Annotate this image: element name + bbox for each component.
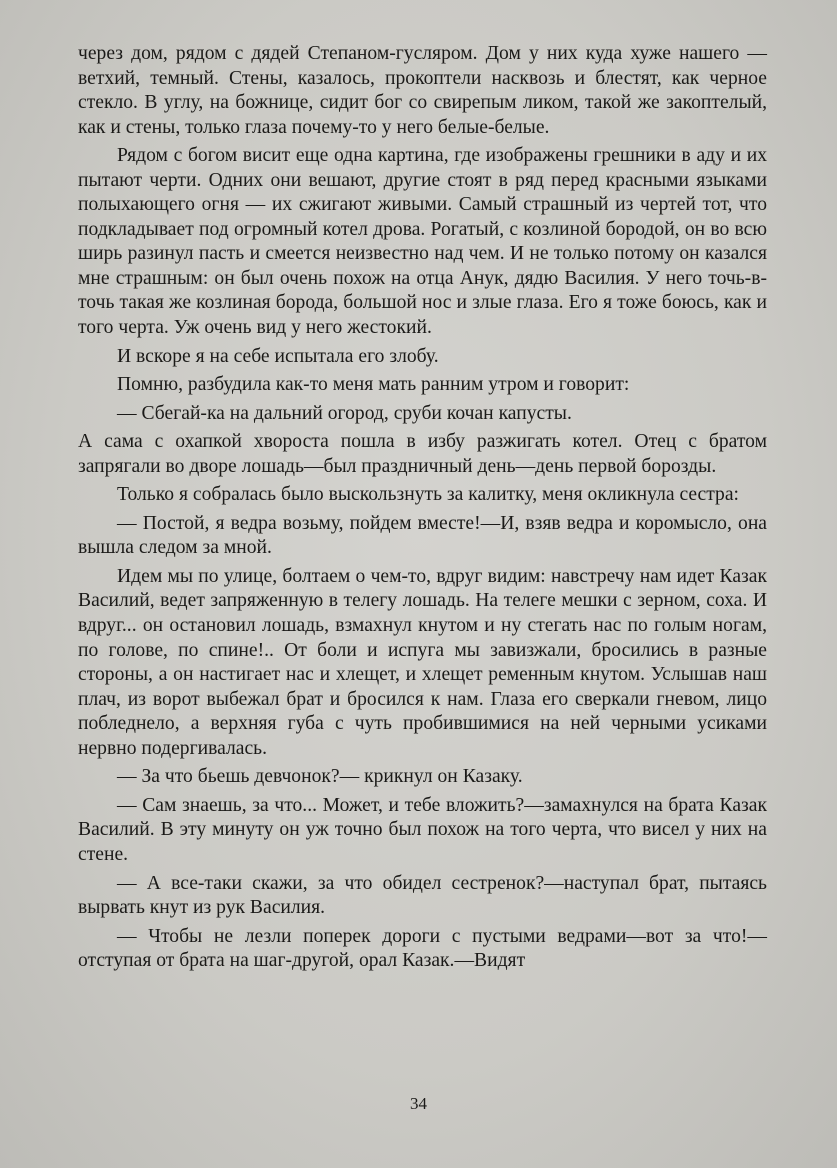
paragraph: Только я собралась было выскользнуть за калитку, меня окликнула сестра: bbox=[117, 484, 739, 506]
paragraph: — А все-таки скажи, за что обидел сестренок?—наступал брат, пытаясь вырвать кнут из рук Василия. bbox=[78, 872, 767, 919]
paragraph: И вскоре я на себе испытала его злобу. bbox=[117, 345, 439, 367]
paragraph: через дом, рядом с дядей Степаном-гусляром. Дом у них куда хуже нашего — ветхий, темный. Стены, казалось, прокоптели насквозь и блестят, как черное стекло. В углу, на божнице, сидит бог со свирепым ликом, такой же закоптелый, как и стены, только глаза почему-то у него белые-белые. bbox=[78, 43, 767, 138]
paragraph: Идем мы по улице, болтаем о чем-то, вдруг видим: навстречу нам идет Казак Василий, ведет запряженную в телегу лошадь. На телеге мешки с зерном, соха. И вдруг... он остановил лошадь, взмахнул кнутом и ну стегать нас по голым ногам, по голове, по спине!.. От боли и испуга мы завизжали, бросились в разные стороны, а он настигает нас и хлещет, и хлещет ременным кнутом. Услышав наш плач, из ворот выбежал брат и бросился к нам. Глаза его сверкали гневом, лицо побледнело, а верхняя губа с чуть пробившимися на ней черными усиками нервно подергивалась. bbox=[78, 565, 767, 759]
paragraph: Рядом с богом висит еще одна картина, где изображены грешники в аду и их пытают черти. Одних они вешают, другие стоят в ряд перед красными языками полыхающего огня — их сжигают живыми. Самый страшный из чертей тот, что подкладывает под огромный котел дрова. Рогатый, с козлиной бородой, он во всю ширь разинул пасть и смеется неизвестно над чем. И не только потому он казался мне страшным: он был очень похож на отца Анук, дядю Василия. У него точь-в-точь такая же козлиная борода, большой нос и злые глаза. Его я тоже боюсь, как и того черта. Уж очень вид у него жестокий. bbox=[78, 145, 767, 339]
paragraph: — Сбегай-ка на дальний огород, сруби кочан капусты. bbox=[117, 402, 572, 424]
paragraph: — Чтобы не лезли поперек дороги с пустыми ведрами—вот за что!—отступая от брата на шаг-другой, орал Казак.—Видят bbox=[78, 925, 767, 972]
page-number: 34 bbox=[410, 1094, 427, 1113]
paragraph: — Постой, я ведра возьму, пойдем вместе!—И, взяв ведра и коромысло, она вышла следом за мной. bbox=[78, 512, 767, 559]
paragraph: — За что бьешь девчонок?— крикнул он Казаку. bbox=[117, 766, 523, 788]
paragraph: Помню, разбудила как-то меня мать ранним утром и говорит: bbox=[117, 374, 630, 396]
paragraph: — Сам знаешь, за что... Может, и тебе вложить?—замахнулся на брата Казак Василий. В эту минуту он уж точно был похож на того черта, что висел у них на стене. bbox=[78, 794, 767, 865]
paragraph: А сама с охапкой хвороста пошла в избу разжигать котел. Отец с братом запрягали во дворе лошадь—был праздничный день—день первой борозды. bbox=[78, 431, 767, 477]
page-text bbox=[78, 42, 767, 974]
